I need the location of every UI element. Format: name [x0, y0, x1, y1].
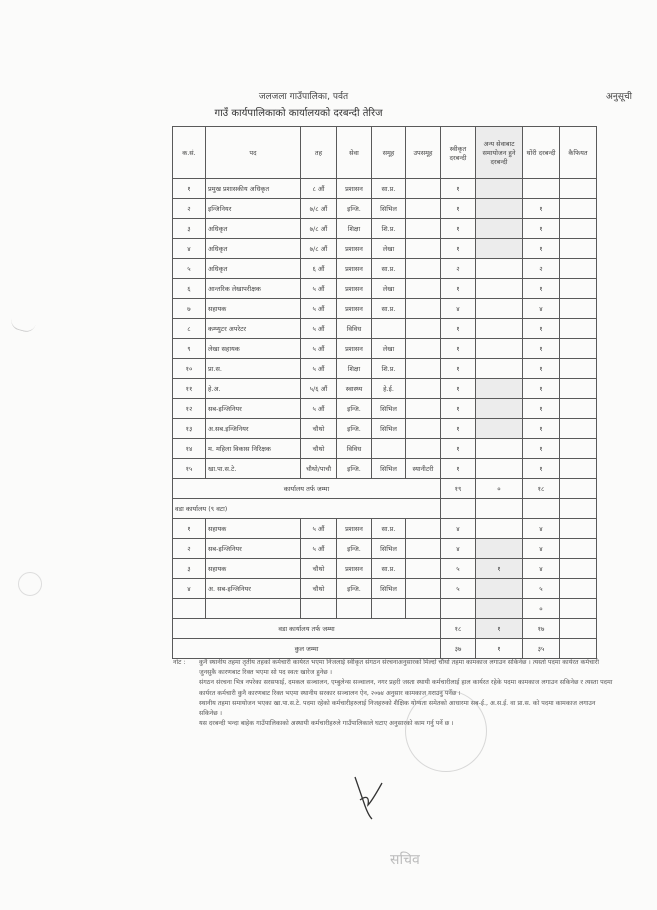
cell-subgroup	[406, 239, 441, 259]
cell-sn: १०	[173, 359, 206, 379]
cell-post: आन्तरिक लेखापरीक्षक	[206, 279, 301, 299]
cell-subgroup	[406, 279, 441, 299]
cell-adjusted	[476, 299, 523, 319]
cell-group: सा.प्र.	[372, 179, 406, 199]
signature	[350, 775, 400, 825]
cell-adjusted	[476, 359, 523, 379]
punch-hole-mark	[18, 572, 42, 596]
cell-approved: ४	[441, 299, 476, 319]
cell-service: इन्जि.	[337, 199, 372, 219]
cell-subgroup: स्यानीटरी	[406, 459, 441, 479]
note-4: यस दरबन्दी भन्दा बाहेक गाउँपालिकाको अस्थायी कर्मचारीहरुले गाउँपालिकाले घटाए अनुसारको काम गर्नु पर्ने छ ।	[199, 720, 454, 728]
cell-approved: १	[441, 339, 476, 359]
cell-group: सिभिल	[372, 459, 406, 479]
ward-blank-row	[173, 599, 597, 619]
cell-group: सिभिल	[372, 579, 406, 599]
annex-label: अनुसूची	[606, 92, 633, 102]
table-header-row	[173, 127, 597, 179]
cell-approved: २	[441, 259, 476, 279]
cell-approved: ४	[441, 539, 476, 559]
cell-level: ५ औं	[301, 359, 337, 379]
ward-section-row	[173, 499, 597, 519]
table-row	[173, 299, 597, 319]
cell-group: लेखा	[372, 339, 406, 359]
cell-sn: २	[173, 199, 206, 219]
cell-remarks	[560, 179, 597, 199]
cell-sn: ११	[173, 379, 206, 399]
cell-post: प्रा.स.	[206, 359, 301, 379]
cell-remarks	[560, 299, 597, 319]
office-seal-stamp	[405, 690, 487, 772]
cell-final: १	[523, 399, 560, 419]
cell-remarks	[560, 539, 597, 559]
cell-sn: ७	[173, 299, 206, 319]
table-row	[173, 179, 597, 199]
cell-final: १	[523, 219, 560, 239]
cell-sn: १४	[173, 439, 206, 459]
ward-total-approved: १८	[441, 619, 476, 639]
cell-subgroup	[406, 379, 441, 399]
col-header-final: थोंरी दरबन्दी	[523, 127, 560, 179]
col-header-subgroup: उपसमूह	[406, 127, 441, 179]
cell-final: १	[523, 459, 560, 479]
cell-sn: १३	[173, 419, 206, 439]
empty-cell	[560, 619, 597, 639]
cell-service: इन्जि.	[337, 399, 372, 419]
col-header-remarks: कैफियत	[560, 127, 597, 179]
table-row	[173, 459, 597, 479]
cell-sn: १५	[173, 459, 206, 479]
cell-post: सहायक	[206, 559, 301, 579]
cell-approved: १	[441, 239, 476, 259]
cell-adjusted	[476, 179, 523, 199]
cell-final: १	[523, 239, 560, 259]
cell-final: १	[523, 439, 560, 459]
cell-remarks	[560, 439, 597, 459]
cell-post: अधिकृत	[206, 259, 301, 279]
cell-level: चौथो/पाचौ	[301, 459, 337, 479]
cell-subgroup	[406, 359, 441, 379]
cell-remarks	[560, 319, 597, 339]
office-total-adjusted: ०	[476, 479, 523, 499]
cell-sn: १२	[173, 399, 206, 419]
grand-total-row	[173, 639, 597, 659]
cell-final	[523, 179, 560, 199]
cell-level: ५ औं	[301, 399, 337, 419]
note-1: कुनै स्थानीय तहमा तृतीय तहको कर्मचारी कार्यरत भएमा निजलाई स्वीकृत संगठन संरचनाअनुसारको मिल्दो चौथो तहमा कामकाज लगाउन सकिनेछ । त्यस्तो पदमा कार्यरत कर्मचारी जुनसुकै कारणबाट रिक्त भएमा सो पद स्वतः खारेज हुनेछ ।	[199, 659, 599, 677]
cell-subgroup	[406, 519, 441, 539]
grand-total-adjusted: १	[476, 639, 523, 659]
cell-approved: १	[441, 279, 476, 299]
table-row	[173, 419, 597, 439]
cell-approved: १	[441, 319, 476, 339]
table-row	[173, 339, 597, 359]
grand-total-approved: ३७	[441, 639, 476, 659]
cell-level: ५ औं	[301, 319, 337, 339]
cell-level: ६ औं	[301, 259, 337, 279]
cell-final: १	[523, 279, 560, 299]
cell-approved: १	[441, 379, 476, 399]
cell-subgroup	[406, 299, 441, 319]
cell-sn: ३	[173, 219, 206, 239]
cell-final: १	[523, 359, 560, 379]
cell-sn: ३	[173, 559, 206, 579]
office-total-approved: १९	[441, 479, 476, 499]
cell-group: सिभिल	[372, 199, 406, 219]
empty-cell	[337, 599, 372, 619]
grand-total-label: कुल जम्मा	[173, 639, 441, 659]
cell-adjusted	[476, 459, 523, 479]
cell-subgroup	[406, 219, 441, 239]
cell-approved: १	[441, 399, 476, 419]
cell-group: लेखा	[372, 239, 406, 259]
office-total-label: कार्यालय तर्फ जम्मा	[173, 479, 441, 499]
cell-service: प्रशासन	[337, 339, 372, 359]
cell-service: विविध	[337, 439, 372, 459]
municipality-text: जलजला गाउँपालिका, पर्वत	[258, 92, 349, 102]
title-text: गाउँ कार्यपालिकाको कार्यालयको दरबन्दी तेरिज	[214, 108, 383, 119]
cell-final: ४	[523, 539, 560, 559]
cell-group	[372, 439, 406, 459]
cell-sn: २	[173, 539, 206, 559]
cell-level: ५ औं	[301, 299, 337, 319]
cell-post: अधिकृत	[206, 219, 301, 239]
cell-adjusted	[476, 579, 523, 599]
grand-total-final: ३५	[523, 639, 560, 659]
cell-remarks	[560, 239, 597, 259]
ward-blank-final: ०	[523, 599, 560, 619]
cell-adjusted	[476, 239, 523, 259]
cell-post: प्रमुख प्रशासकीय अधिकृत	[206, 179, 301, 199]
cell-subgroup	[406, 579, 441, 599]
col-header-sn: क.सं.	[173, 127, 206, 179]
cell-post: सब-इन्जिनियर	[206, 539, 301, 559]
cell-post: अ.सब.इन्जिनियर	[206, 419, 301, 439]
ward-section-label: वडा कार्यालय (९ वटा)	[173, 499, 441, 519]
cell-approved: १	[441, 199, 476, 219]
table-row	[173, 439, 597, 459]
document-title	[0, 105, 657, 119]
secretary-label: सचिव	[390, 852, 420, 868]
cell-subgroup	[406, 179, 441, 199]
cell-service: प्रशासन	[337, 279, 372, 299]
cell-remarks	[560, 199, 597, 219]
cell-post: खा.पा.स.टे.	[206, 459, 301, 479]
cell-post: सब-इन्जिनियर	[206, 399, 301, 419]
cell-level: ७/८ औं	[301, 199, 337, 219]
col-header-adjusted: अन्य सेवाबाट समायोजन हुने दरबन्दी	[476, 127, 523, 179]
empty-cell	[560, 639, 597, 659]
cell-service: इन्जि.	[337, 539, 372, 559]
cell-service: प्रशासन	[337, 179, 372, 199]
cell-adjusted	[476, 379, 523, 399]
cell-approved: १	[441, 219, 476, 239]
empty-cell	[206, 599, 301, 619]
cell-final: १	[523, 199, 560, 219]
ward-total-final: १७	[523, 619, 560, 639]
cell-post: इन्जिनियर	[206, 199, 301, 219]
cell-level: चौथो	[301, 559, 337, 579]
cell-remarks	[560, 279, 597, 299]
table-row	[173, 379, 597, 399]
cell-post: हे.अ.	[206, 379, 301, 399]
cell-post: सहायक	[206, 519, 301, 539]
cell-post: कम्प्युटर अपरेटर	[206, 319, 301, 339]
empty-cell	[173, 599, 206, 619]
empty-cell	[441, 599, 476, 619]
cell-subgroup	[406, 259, 441, 279]
cell-post: अधिकृत	[206, 239, 301, 259]
cell-post: अ. सब-इन्जिनियर	[206, 579, 301, 599]
empty-cell	[560, 599, 597, 619]
cell-service: प्रशासन	[337, 559, 372, 579]
cell-remarks	[560, 559, 597, 579]
table-row	[173, 199, 597, 219]
cell-subgroup	[406, 439, 441, 459]
table-row	[173, 259, 597, 279]
table-row	[173, 539, 597, 559]
cell-group: शि.प्र.	[372, 219, 406, 239]
empty-cell	[560, 499, 597, 519]
staffing-table	[172, 126, 597, 659]
cell-final: १	[523, 379, 560, 399]
cell-subgroup	[406, 199, 441, 219]
cell-subgroup	[406, 399, 441, 419]
cell-level: ७/८ औं	[301, 219, 337, 239]
cell-subgroup	[406, 339, 441, 359]
ward-total-row	[173, 619, 597, 639]
cell-adjusted	[476, 539, 523, 559]
cell-service: विविध	[337, 319, 372, 339]
cell-group: हे.ई.	[372, 379, 406, 399]
empty-cell	[301, 599, 337, 619]
cell-final: ४	[523, 559, 560, 579]
cell-group: सा.प्र.	[372, 299, 406, 319]
cell-adjusted	[476, 219, 523, 239]
table-row	[173, 359, 597, 379]
table-row	[173, 319, 597, 339]
table-row	[173, 219, 597, 239]
cell-adjusted	[476, 199, 523, 219]
table-row	[173, 519, 597, 539]
cell-remarks	[560, 259, 597, 279]
cell-remarks	[560, 519, 597, 539]
col-header-group: समूह	[372, 127, 406, 179]
col-header-post: पद	[206, 127, 301, 179]
cell-adjusted	[476, 419, 523, 439]
cell-approved: ५	[441, 559, 476, 579]
cell-sn: १	[173, 179, 206, 199]
cell-remarks	[560, 339, 597, 359]
cell-post: म. महिला विकास निरिक्षक	[206, 439, 301, 459]
cell-adjusted	[476, 519, 523, 539]
cell-approved: ५	[441, 579, 476, 599]
cell-remarks	[560, 459, 597, 479]
cell-service: प्रशासन	[337, 239, 372, 259]
cell-group: सिभिल	[372, 399, 406, 419]
municipality-name	[0, 89, 657, 102]
empty-cell	[523, 499, 560, 519]
cell-level: चौथो	[301, 439, 337, 459]
cell-level: ७/८ औं	[301, 239, 337, 259]
cell-subgroup	[406, 559, 441, 579]
cell-final: १	[523, 419, 560, 439]
cell-approved: ४	[441, 519, 476, 539]
cell-approved: १	[441, 459, 476, 479]
office-total-remarks	[560, 479, 597, 499]
cell-post: सहायक	[206, 299, 301, 319]
cell-level: ५ औं	[301, 279, 337, 299]
notes-label: नोट :	[173, 659, 186, 666]
cell-level: चौथो	[301, 419, 337, 439]
cell-level: ५/६ औं	[301, 379, 337, 399]
empty-cell	[441, 499, 476, 519]
cell-approved: १	[441, 419, 476, 439]
cell-sn: ९	[173, 339, 206, 359]
cell-group: सा.प्र.	[372, 519, 406, 539]
cell-adjusted	[476, 319, 523, 339]
cell-remarks	[560, 579, 597, 599]
cell-service: प्रशासन	[337, 299, 372, 319]
cell-group: सिभिल	[372, 539, 406, 559]
cell-final: ५	[523, 579, 560, 599]
col-header-level: तह	[301, 127, 337, 179]
cell-remarks	[560, 419, 597, 439]
cell-service: शिक्षा	[337, 219, 372, 239]
cell-group: सिभिल	[372, 419, 406, 439]
cell-subgroup	[406, 419, 441, 439]
cell-adjusted	[476, 259, 523, 279]
ward-total-label: वडा कार्यालय तर्फ जम्मा	[173, 619, 441, 639]
cell-approved: १	[441, 439, 476, 459]
cell-group	[372, 319, 406, 339]
cell-level: ५ औं	[301, 539, 337, 559]
cell-group: शि.प्र.	[372, 359, 406, 379]
table-row	[173, 239, 597, 259]
office-total-row	[173, 479, 597, 499]
empty-cell	[476, 599, 523, 619]
cell-approved: १	[441, 179, 476, 199]
cell-service: इन्जि.	[337, 579, 372, 599]
scan-mark	[9, 317, 36, 334]
cell-final: ४	[523, 519, 560, 539]
cell-group: लेखा	[372, 279, 406, 299]
cell-service: प्रशासन	[337, 259, 372, 279]
cell-remarks	[560, 379, 597, 399]
cell-approved: १	[441, 359, 476, 379]
cell-service: स्वास्थ्य	[337, 379, 372, 399]
col-header-service: सेवा	[337, 127, 372, 179]
cell-adjusted	[476, 399, 523, 419]
cell-service: प्रशासन	[337, 519, 372, 539]
cell-level: ५ औं	[301, 339, 337, 359]
table-row	[173, 399, 597, 419]
cell-service: इन्जि.	[337, 459, 372, 479]
cell-sn: १	[173, 519, 206, 539]
table-row	[173, 279, 597, 299]
note-2: संगठन संरचना भित्र नपरेका सरसफाई, दमकल सञ्चालन, एम्बुलेन्स सञ्चालन, नगर प्रहरी जस्ता स्थायी कर्मचारीलाई हाल कार्यरत रहेके पदमा कामकाज लगाउन सकिनेछ र त्यस्ता पदमा कार्यरत कर्मचारी कुनै कारणबाट रिक्त भएमा स्थानीय सरकार सञ्चालन ऐन, २०७४ अनुसार कामकाज गराउनु पर्नेछ ।	[199, 679, 613, 697]
cell-final: १	[523, 339, 560, 359]
cell-level: ५ औं	[301, 519, 337, 539]
ward-total-adjusted: १	[476, 619, 523, 639]
cell-adjusted	[476, 279, 523, 299]
table-row	[173, 559, 597, 579]
cell-level: ८ औं	[301, 179, 337, 199]
cell-post: लेखा सहायक	[206, 339, 301, 359]
cell-sn: ४	[173, 579, 206, 599]
cell-final: १	[523, 319, 560, 339]
notes-section	[173, 658, 613, 729]
office-total-final: १८	[523, 479, 560, 499]
cell-adjusted	[476, 439, 523, 459]
cell-final: ४	[523, 299, 560, 319]
cell-subgroup	[406, 539, 441, 559]
cell-sn: ४	[173, 239, 206, 259]
cell-remarks	[560, 219, 597, 239]
cell-final: २	[523, 259, 560, 279]
empty-cell	[372, 599, 406, 619]
empty-cell	[406, 599, 441, 619]
col-header-approved: स्वीकृत दरबन्दी	[441, 127, 476, 179]
cell-group: सा.प्र.	[372, 559, 406, 579]
cell-service: शिक्षा	[337, 359, 372, 379]
cell-adjusted	[476, 339, 523, 359]
table-row	[173, 579, 597, 599]
cell-adjusted: १	[476, 559, 523, 579]
note-3: स्थानीय तहमा समायोजन भएका खा.पा.स.टे. पदमा रहेको कर्मचारीहरुलाई निजहरुको शैक्षिक योग्यता समेतको आधारमा सब-ई., अ.स.ई. वा प्रा.स. को पदमा कामकाज लगाउन सकिनेछ ।	[199, 699, 596, 718]
cell-group: सा.प्र.	[372, 259, 406, 279]
cell-sn: ५	[173, 259, 206, 279]
cell-subgroup	[406, 319, 441, 339]
cell-remarks	[560, 359, 597, 379]
cell-sn: ६	[173, 279, 206, 299]
cell-sn: ८	[173, 319, 206, 339]
cell-service: इन्जि.	[337, 419, 372, 439]
cell-remarks	[560, 399, 597, 419]
cell-level: चौथो	[301, 579, 337, 599]
empty-cell	[476, 499, 523, 519]
